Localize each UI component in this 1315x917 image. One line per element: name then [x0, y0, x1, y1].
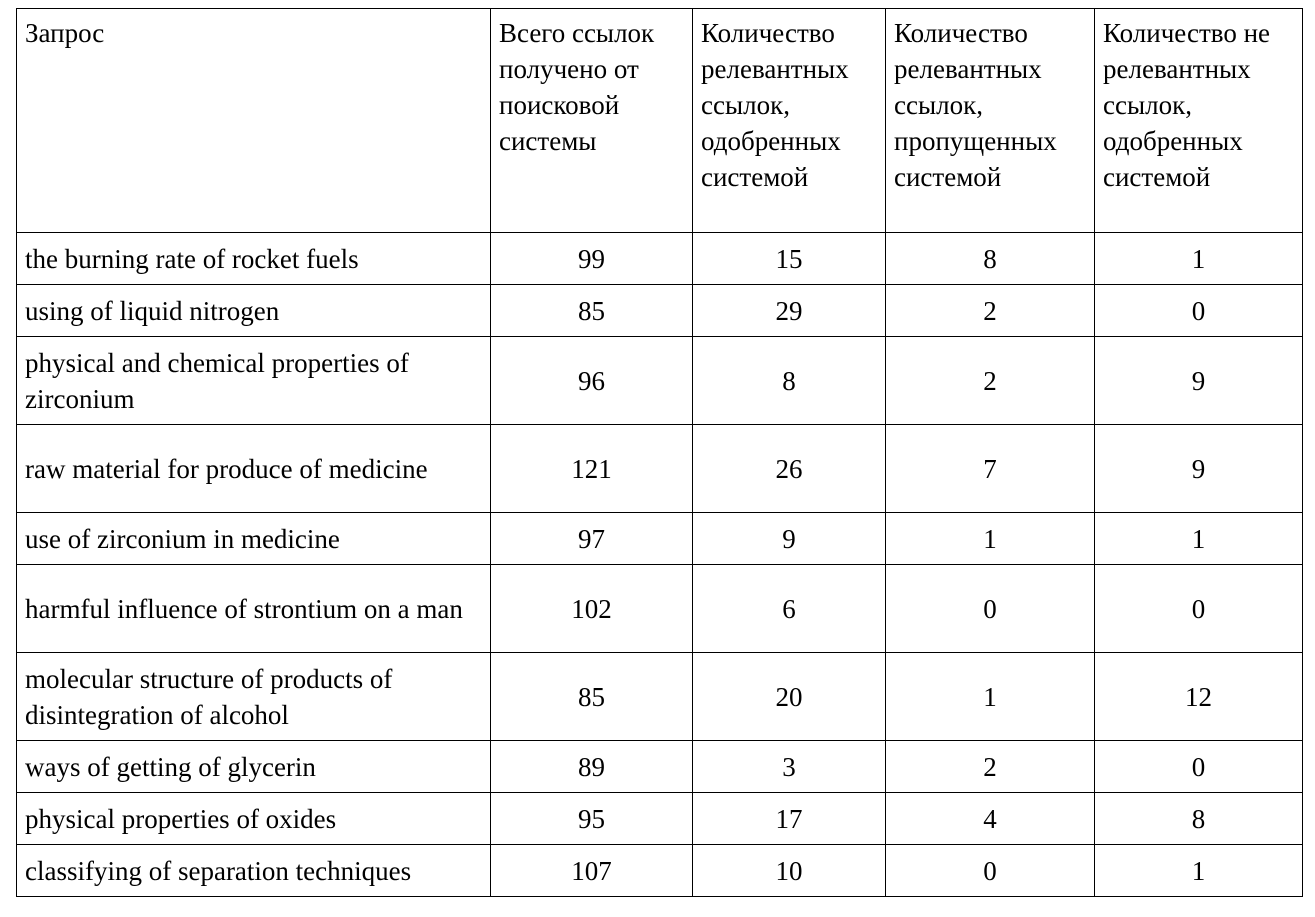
relevant-missed-cell: 2	[886, 285, 1095, 337]
table-header-row	[17, 9, 1303, 233]
header-relevant-approved: Количество релевантных ссылок, одобренных системой	[693, 9, 886, 233]
nonrelevant-approved-cell: 9	[1095, 337, 1303, 425]
query-cell: harmful influence of strontium on a man	[17, 565, 491, 653]
table-row	[17, 653, 1303, 741]
relevant-missed-cell: 8	[886, 233, 1095, 285]
table-row	[17, 513, 1303, 565]
header-relevant-missed: Количество релевантных ссылок, пропущенных системой	[886, 9, 1095, 233]
table-row	[17, 233, 1303, 285]
nonrelevant-approved-cell: 1	[1095, 233, 1303, 285]
table-row	[17, 793, 1303, 845]
nonrelevant-approved-cell: 9	[1095, 425, 1303, 513]
search-results-table	[16, 8, 1303, 897]
query-cell: using of liquid nitrogen	[17, 285, 491, 337]
relevant-approved-cell: 6	[693, 565, 886, 653]
relevant-missed-cell: 4	[886, 793, 1095, 845]
total-links-cell: 97	[491, 513, 693, 565]
relevant-approved-cell: 9	[693, 513, 886, 565]
relevant-missed-cell: 1	[886, 513, 1095, 565]
nonrelevant-approved-cell: 8	[1095, 793, 1303, 845]
total-links-cell: 95	[491, 793, 693, 845]
nonrelevant-approved-cell: 0	[1095, 565, 1303, 653]
nonrelevant-approved-cell: 1	[1095, 845, 1303, 897]
relevant-approved-cell: 29	[693, 285, 886, 337]
relevant-approved-cell: 3	[693, 741, 886, 793]
relevant-approved-cell: 20	[693, 653, 886, 741]
relevant-approved-cell: 8	[693, 337, 886, 425]
total-links-cell: 121	[491, 425, 693, 513]
nonrelevant-approved-cell: 0	[1095, 285, 1303, 337]
total-links-cell: 89	[491, 741, 693, 793]
query-cell: molecular structure of products of disintegration of alcohol	[17, 653, 491, 741]
relevant-missed-cell: 0	[886, 845, 1095, 897]
header-nonrelevant-approved: Количество не релевантных ссылок, одобренных системой	[1095, 9, 1303, 233]
table-row	[17, 565, 1303, 653]
query-cell: raw material for produce of medicine	[17, 425, 491, 513]
relevant-missed-cell: 2	[886, 337, 1095, 425]
relevant-missed-cell: 0	[886, 565, 1095, 653]
relevant-approved-cell: 26	[693, 425, 886, 513]
query-cell: ways of getting of glycerin	[17, 741, 491, 793]
total-links-cell: 96	[491, 337, 693, 425]
relevant-missed-cell: 2	[886, 741, 1095, 793]
query-cell: use of zirconium in medicine	[17, 513, 491, 565]
relevant-missed-cell: 1	[886, 653, 1095, 741]
query-cell: classifying of separation techniques	[17, 845, 491, 897]
relevant-approved-cell: 15	[693, 233, 886, 285]
total-links-cell: 85	[491, 653, 693, 741]
table-row	[17, 425, 1303, 513]
header-total-links: Всего ссылок получено от поисковой системы	[491, 9, 693, 233]
table-row	[17, 285, 1303, 337]
nonrelevant-approved-cell: 0	[1095, 741, 1303, 793]
header-query: Запрос	[17, 9, 491, 233]
table-row	[17, 741, 1303, 793]
total-links-cell: 107	[491, 845, 693, 897]
table-row	[17, 337, 1303, 425]
table-row	[17, 845, 1303, 897]
query-cell: the burning rate of rocket fuels	[17, 233, 491, 285]
total-links-cell: 99	[491, 233, 693, 285]
nonrelevant-approved-cell: 1	[1095, 513, 1303, 565]
query-cell: physical and chemical properties of zirconium	[17, 337, 491, 425]
nonrelevant-approved-cell: 12	[1095, 653, 1303, 741]
total-links-cell: 85	[491, 285, 693, 337]
query-cell: physical properties of oxides	[17, 793, 491, 845]
total-links-cell: 102	[491, 565, 693, 653]
relevant-approved-cell: 17	[693, 793, 886, 845]
relevant-missed-cell: 7	[886, 425, 1095, 513]
relevant-approved-cell: 10	[693, 845, 886, 897]
